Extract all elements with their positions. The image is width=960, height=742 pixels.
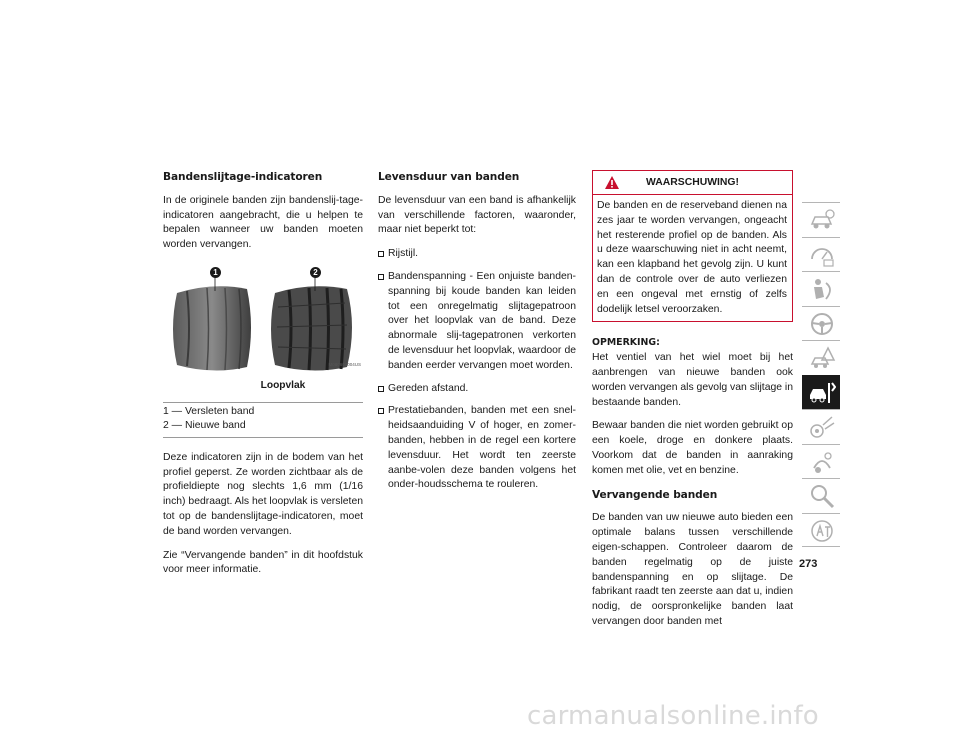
checkbox-bullet-icon [378, 386, 384, 392]
callout-2: 2 [310, 267, 321, 278]
warning-title: WAARSCHUWING! [646, 177, 739, 188]
figure-caption: Loopvlak [260, 379, 306, 391]
service-tools-icon [808, 379, 836, 407]
legend-item-2: 2 — Nieuwe band [163, 420, 246, 432]
warning-text: De banden en de reserveband dienen na zes jaar te worden vervangen, ongeacht het resterende profiel op de banden. Als u deze waarschuwing niet in acht neemt, kan een klapband het gevolg zijn. U kunt dan de controle over de auto verliezen en een ongeval met ernstig of zelfs dodelijk letsel veroorzaken. [597, 200, 787, 315]
checkbox-bullet-icon [378, 251, 384, 257]
section-heading-replacement: Vervangende banden [592, 488, 718, 501]
storage-para: Bewaar banden die niet worden gebruikt op een koele, droge en donkere plaats. Voorkom dat de banden in aanraking komen met olie, vet en benzine. [592, 420, 793, 476]
replacement-para: De banden van uw nieuwe auto bieden een optimale balans tussen verschillende eigen-schappen. Controleer daarom de banden regelmatig op de juiste bandenspanning en op slijtage. De fabrikant raadt ten zeerste aan dat u, indien nodig, de oorspronkelijke banden laat vervangen door banden met [592, 512, 793, 627]
tab-safety[interactable] [802, 271, 840, 306]
note-text: Het ventiel van het wiel moet bij het aanbrengen van nieuwe banden ook worden vervangen als gevolg van slijtage in bestaande banden. [592, 352, 794, 408]
wear-indicators-para2: Zie “Vervangende banden” in dit hoofdstuk voor meer informatie. [163, 549, 363, 576]
dashboard-icon [808, 241, 836, 269]
tab-multimedia[interactable] [802, 444, 840, 479]
worn-tire-image [173, 286, 251, 370]
column-tire-wear-indicators [163, 170, 363, 587]
tab-car-info[interactable] [802, 202, 840, 237]
section-heading-wear-indicators: Bandenslijtage-indicatoren [163, 171, 323, 183]
warning-box [592, 170, 793, 322]
language-icon [808, 517, 836, 545]
car-info-icon [808, 206, 836, 234]
warning-triangle-icon [604, 175, 620, 190]
tab-language[interactable] [802, 513, 840, 548]
tab-starting-driving[interactable] [802, 306, 840, 341]
watermark-text: carmanualsonline.info [527, 701, 819, 731]
figure-code: M080600004US [328, 362, 361, 368]
checkbox-bullet-icon [378, 408, 384, 414]
wear-indicators-intro: In de originele banden zijn bandenslij-tage-indicatoren aangebracht, die u helpen te bepalen wanneer uw banden moeten worden vervangen. [163, 194, 363, 251]
section-heading-tire-life: Levensduur van banden [378, 171, 520, 183]
search-icon [808, 482, 836, 510]
list-item: Prestatiebanden, banden met een snel-heidsaanduiding V of hoger, en zomer-banden, hebben in de regel een kortere levensduur. Het wordt ten zeerste aanbe-volen deze banden volgens het onder-houdsschema te rouleren. [378, 404, 576, 493]
tab-emergency[interactable] [802, 340, 840, 375]
list-item: Rijstijl. [378, 247, 576, 262]
tab-dashboard[interactable] [802, 237, 840, 272]
legend-item-1: 1 — Versleten band [163, 405, 255, 417]
tire-life-intro: De levensduur van een band is afhankelijk van verschillende factoren, waaronder, maar niet beperkt tot: [378, 194, 576, 236]
tread-figure [163, 267, 363, 379]
wear-indicators-para1: Deze indicatoren zijn in de bodem van het profiel geperst. Ze worden zichtbaar als de profieldiepte nog slechts 1,6 mm (1/16 inch) bedraagt. Als het loopvlak is versleten tot op de bandenslijtage-indicatoren, moet de band worden vervangen. [163, 451, 363, 537]
chapter-tabs [802, 202, 840, 547]
list-item: Gereden afstand. [378, 382, 576, 397]
page-number: 273 [799, 558, 818, 570]
tab-index[interactable] [802, 478, 840, 513]
multimedia-icon [808, 448, 836, 476]
figure-legend [163, 402, 363, 438]
column-warning-replacement [592, 170, 793, 639]
callout-1: 1 [210, 267, 221, 278]
tab-specifications[interactable] [802, 409, 840, 444]
checkbox-bullet-icon [378, 274, 384, 280]
note-title: OPMERKING: [592, 337, 660, 349]
warning-header [593, 171, 792, 195]
tab-servicing-maintenance[interactable] [802, 375, 840, 410]
tire-life-factors-list [378, 247, 576, 493]
specifications-icon [808, 413, 836, 441]
column-tire-life [378, 170, 576, 501]
safety-icon [808, 275, 836, 303]
roadside-icon [808, 344, 836, 372]
steering-wheel-icon [808, 310, 836, 338]
list-item: Bandenspanning - Een onjuiste banden-spanning bij koude banden kan leiden tot een onregelmatig slijtagepatroon over het loopvlak van de band. Deze abnormale slij-tagepatronen verkorten de levensduur het loopvlak, waardoor de banden eerder vervangen moet worden. [378, 270, 576, 374]
